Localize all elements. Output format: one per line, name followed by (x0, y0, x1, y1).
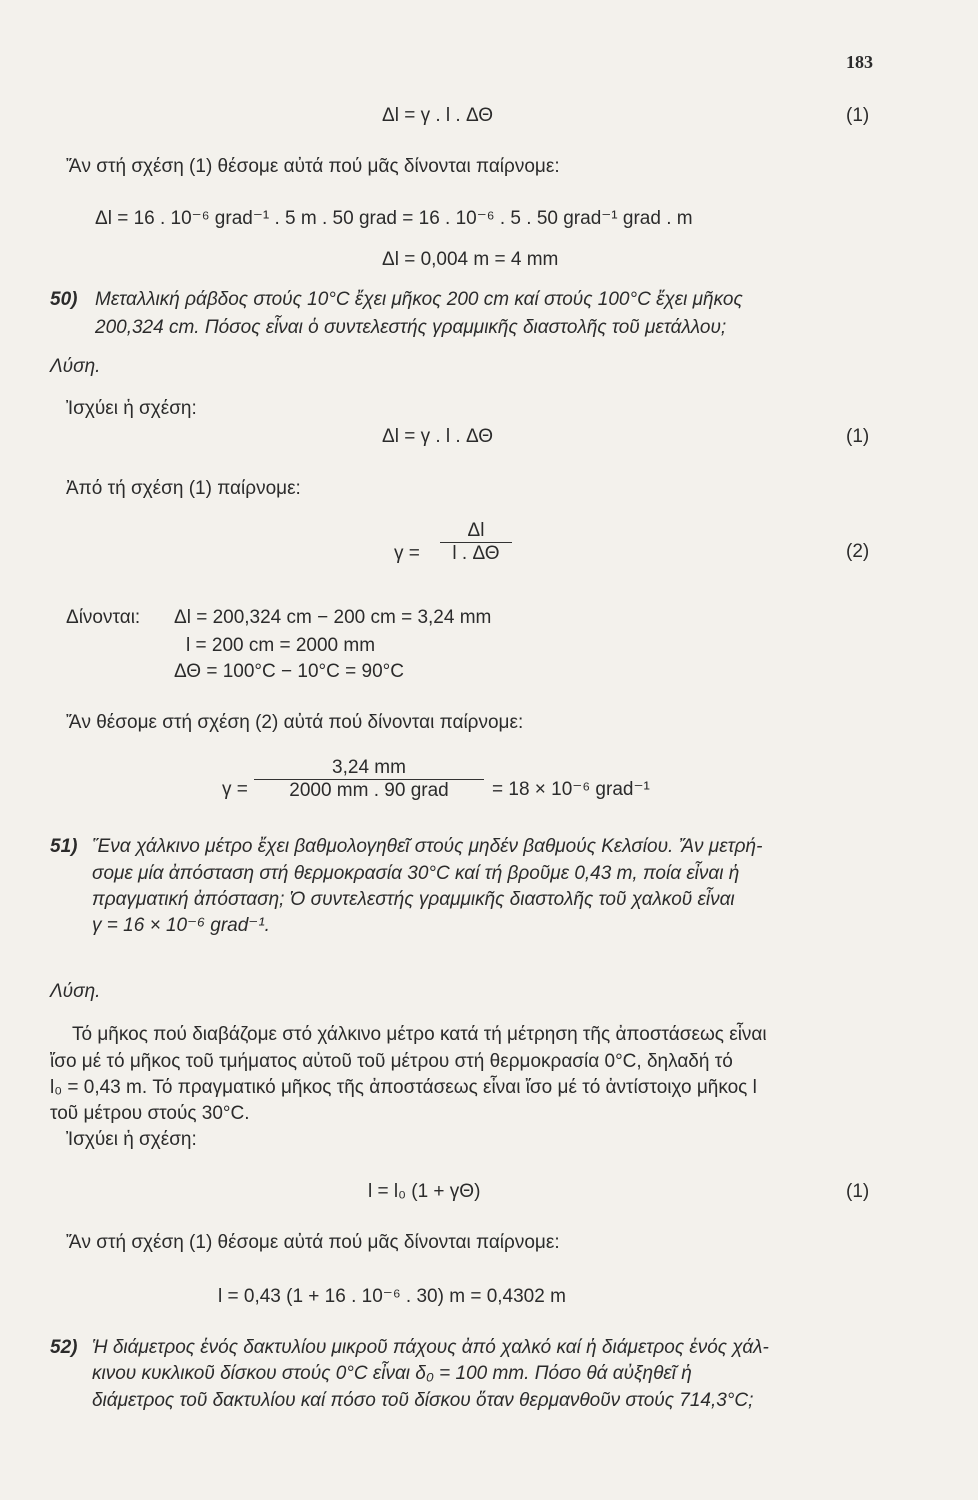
problem-52-line-2: κινου κυκλικοῦ δίσκου στούς 0°C εἶναι δ₀ = 100 mm. Πόσο θά αὐξηθεῖ ἡ (92, 1363, 692, 1384)
fraction-2-numerator: 3,24 mm (332, 757, 406, 778)
given-line-3: ΔΘ = 100°C − 10°C = 90°C (174, 661, 404, 682)
equation-3-number: (2) (846, 541, 870, 562)
gamma-lhs-2: γ = (222, 779, 248, 800)
body-line-4: τοῦ μέτρου στούς 30°C. (50, 1103, 250, 1124)
problem-50-line-1: Μεταλλική ράβδος στούς 10°C ἔχει μῆκος 200 cm καί στούς 100°C ἔχει μῆκος (95, 289, 743, 310)
problem-52-line-3: διάμετρος τοῦ δακτυλίου καί πόσο τοῦ δίσκου ὅταν θερμανθοῦν στούς 714,3°C; (92, 1390, 754, 1411)
page-number: 183 (846, 52, 873, 72)
given-label: Δίνονται: (66, 607, 141, 628)
equation-4: l = l₀ (1 + γΘ) (368, 1181, 481, 1202)
problem-52-line-1: Ἡ διάμετρος ἑνός δακτυλίου μικροῦ πάχους ἀπό χαλκό καί ἡ διάμετρος ἑνός χάλ- (92, 1337, 769, 1358)
calculation-line-2: l = 0,43 (1 + 16 . 10⁻⁶ . 30) m = 0,4302 m (218, 1286, 566, 1307)
problem-50-line-2: 200,324 cm. Πόσος εἶναι ὁ συντελεστής γραμμικῆς διαστολῆς τοῦ μετάλλου; (95, 317, 727, 338)
intro-line-2: Ἄν θέσομε στή σχέση (2) αὐτά πού δίνονται παίρνομε: (66, 712, 524, 733)
gamma-lhs-1: γ = (394, 543, 420, 564)
solution-heading-50: Λύση. (50, 356, 101, 377)
equation-2: Δl = γ . l . ΔΘ (382, 426, 494, 447)
holds-line-2: Ἰσχύει ἡ σχέση: (66, 1129, 197, 1150)
calculation-result-1: Δl = 0,004 m = 4 mm (382, 249, 559, 270)
given-line-1: Δl = 200,324 cm − 200 cm = 3,24 mm (174, 607, 492, 628)
equation-4-number: (1) (846, 1181, 870, 1202)
fraction-1-numerator: Δl (467, 520, 485, 541)
body-line-2: ἴσο μέ τό μῆκος τοῦ τμήματος αὐτοῦ τοῦ μέτρου στή θερμοκρασία 0°C, δηλαδή τό (50, 1051, 733, 1072)
calculation-line-1: Δl = 16 . 10⁻⁶ grad⁻¹ . 5 m . 50 grad = 16 . 10⁻⁶ . 5 . 50 grad⁻¹ grad . m (95, 208, 693, 229)
fraction-2-denominator: 2000 mm . 90 grad (289, 780, 449, 801)
equation-1-number: (1) (846, 105, 870, 126)
fraction-2 (254, 757, 484, 802)
problem-51-line-4: γ = 16 × 10⁻⁶ grad⁻¹. (92, 915, 270, 936)
from-line-1: Ἀπό τή σχέση (1) παίρνομε: (66, 478, 301, 499)
intro-line-1: Ἄν στή σχέση (1) θέσομε αὐτά πού μᾶς δίνονται παίρνομε: (66, 156, 560, 177)
equation-1: Δl = γ . l . ΔΘ (382, 105, 494, 126)
problem-51-line-1: Ἕνα χάλκινο μέτρο ἔχει βαθμολογηθεῖ στούς μηδέν βαθμούς Κελσίου. Ἄν μετρή- (92, 836, 763, 857)
fraction-2-result: = 18 × 10⁻⁶ grad⁻¹ (492, 779, 650, 800)
intro-line-3: Ἄν στή σχέση (1) θέσομε αὐτά πού μᾶς δίνονται παίρνομε: (66, 1232, 560, 1253)
holds-line-1: Ἰσχύει ἡ σχέση: (66, 398, 197, 419)
given-line-2: l = 200 cm = 2000 mm (186, 635, 376, 656)
fraction-1-denominator: l . ΔΘ (452, 543, 500, 564)
solution-heading-51: Λύση. (50, 981, 101, 1002)
problem-52-number: 52) (50, 1337, 78, 1358)
fraction-1 (440, 520, 512, 565)
problem-51-line-3: πραγματική ἀπόσταση; Ὁ συντελεστής γραμμικῆς διαστολῆς τοῦ χαλκοῦ εἶναι (92, 889, 735, 910)
problem-50-number: 50) (50, 289, 78, 310)
problem-51-line-2: σομε μία ἀπόσταση στή θερμοκρασία 30°C καί τή βροῦμε 0,43 m, ποία εἶναι ἡ (92, 863, 740, 884)
body-line-1: Τό μῆκος πού διαβάζομε στό χάλκινο μέτρο κατά τή μέτρηση τῆς ἀποστάσεως εἶναι (72, 1024, 767, 1045)
problem-51-number: 51) (50, 836, 78, 857)
body-line-3: l₀ = 0,43 m. Τό πραγματικό μῆκος τῆς ἀποστάσεως εἶναι ἴσο μέ τό ἀντίστοιχο μῆκος l (50, 1077, 757, 1098)
equation-2-number: (1) (846, 426, 870, 447)
